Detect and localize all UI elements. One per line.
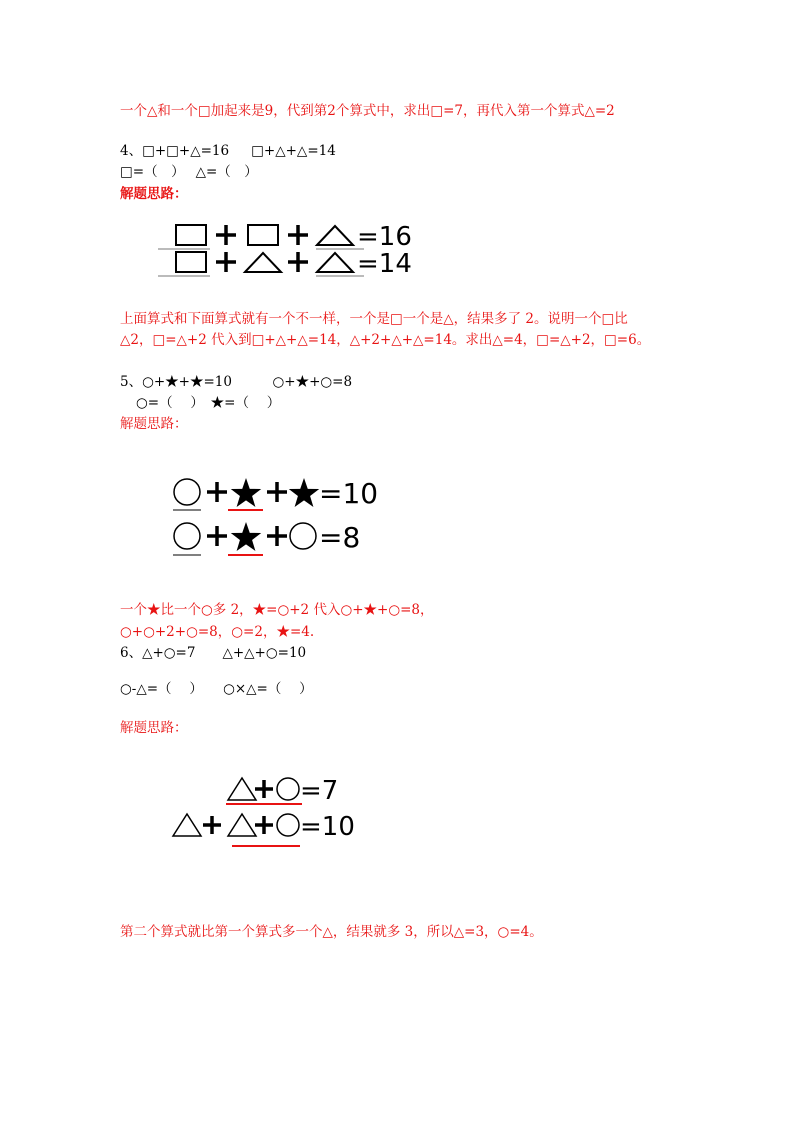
square-shape [248, 225, 278, 245]
problem-5-explain-2: ○+○+2+○=8，○=2，★=4. [120, 624, 315, 640]
problem-6-equation-figure [170, 770, 370, 855]
problem-4-question: 4、□+□+△=16 □+△+△=14 [120, 143, 336, 159]
circle-shape [174, 523, 200, 549]
triangle-shape [228, 814, 256, 836]
problem-5-equation-figure [165, 470, 395, 570]
plus-sign [203, 816, 221, 834]
problem-5-eq2-result: =8 [319, 521, 361, 554]
top-note: 一个△和一个□加起来是9，代到第2个算式中，求出□=7，再代入第一个算式△=2 [120, 103, 615, 119]
problem-6-eq1-result: =7 [300, 776, 339, 806]
plus-sign [288, 252, 308, 272]
circle-shape [174, 479, 200, 505]
problem-6-question: 6、△+○=7 △+△+○=10 [120, 645, 307, 661]
plus-sign [255, 816, 273, 834]
problem-5-question: 5、○+★+★=10 ○+★+○=8 [120, 374, 353, 390]
plus-sign [216, 252, 236, 272]
square-shape [176, 252, 206, 272]
problem-5-eq1-result: =10 [319, 477, 379, 510]
problem-6-eq2-result: =10 [300, 812, 355, 842]
plus-sign [255, 780, 273, 798]
square-shape [176, 225, 206, 245]
star-shape [231, 522, 261, 551]
circle-shape [277, 778, 299, 800]
plus-sign [267, 482, 287, 502]
problem-4-blanks: □=（ ） △=（ ） [120, 164, 258, 180]
circle-shape [290, 523, 316, 549]
plus-sign [216, 225, 236, 245]
triangle-shape [173, 814, 201, 836]
circle-shape [277, 814, 299, 836]
problem-6-blanks: ○-△=（ ） ○×△=（ ） [120, 681, 313, 697]
problem-4-explain-1: 上面算式和下面算式就有一个不一样，一个是□一个是△，结果多了 2。说明一个□比 [120, 311, 628, 327]
plus-sign [288, 225, 308, 245]
problem-4-hint-label: 解题思路： [120, 186, 188, 202]
problem-6-hint-label: 解题思路： [120, 720, 188, 736]
triangle-shape [245, 253, 281, 272]
problem-4-eq1-result: =16 [357, 222, 412, 252]
problem-4-equation-figure [150, 215, 450, 285]
problem-5-explain-1: 一个★比一个○多 2，★=○+2 代入○+★+○=8， [120, 602, 434, 618]
problem-5-hint-label: 解题思路： [120, 416, 188, 432]
problem-6-explain: 第二个算式就比第一个算式多一个△，结果就多 3，所以△=3，○=4。 [120, 924, 543, 940]
triangle-shape [317, 226, 353, 245]
star-shape [231, 478, 261, 507]
problem-4-eq2-result: =14 [357, 249, 412, 279]
triangle-shape [317, 253, 353, 272]
problem-5-blanks: ○=（ ） ★=（ ） [136, 395, 281, 411]
plus-sign [267, 526, 287, 546]
problem-4-explain-2: △2，□=△+2 代入到□+△+△=14，△+2+△+△=14。求出△=4，□=△+2，□=6。 [120, 332, 651, 348]
plus-sign [207, 526, 227, 546]
triangle-shape [228, 778, 256, 800]
star-shape [289, 478, 319, 507]
plus-sign [207, 482, 227, 502]
